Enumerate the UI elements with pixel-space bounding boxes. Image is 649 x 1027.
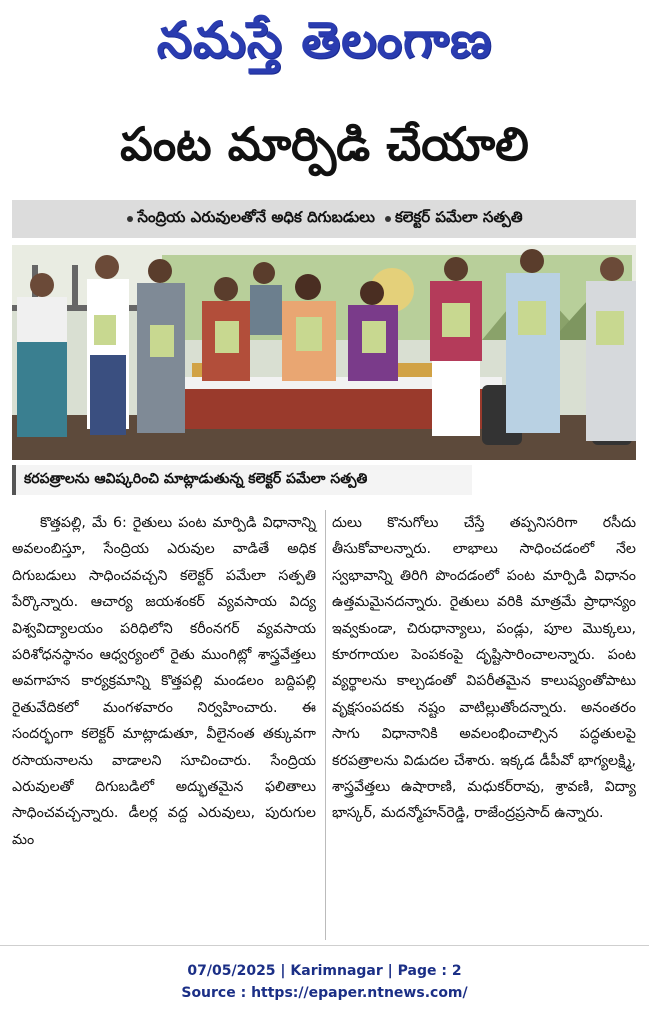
article-column-2 (332, 510, 636, 940)
subheadline-text: కలెక్టర్ పమేలా సత్పతి (394, 208, 523, 226)
footer-date-edition: 07/05/2025 | Karimnagar | Page : 2 (187, 963, 462, 979)
footer-divider (0, 945, 649, 946)
photo-illustration (12, 245, 636, 460)
bullet-icon (385, 216, 391, 222)
news-photo (12, 245, 636, 460)
footer-source-link[interactable]: Source : https://epaper.ntnews.com/ (181, 985, 468, 1001)
article-paragraph: దులు కొనుగోలు చేస్తే తప్పనిసరిగా రసీదు తీసుకోవాలన్నారు. లాభాలు సాధించడంలో నేల స్వభావాన్ని తిరిగి పొందడంలో పంట మార్పిడి విధానం ఉత్తమమైనదన్నారు. రైతులు వరికి మాత్రమే ప్రాధాన్యం ఇవ్వకుండా, చిరుధాన్యాలు, పండ్లు, పూల మొక్కలు, కూరగాయల పెంపకంపై దృష్టిసారించాలన్నారు. పంట వ్యర్థాలను కాల్చడంతో విపరీతమైన కాలుష్యంతోపాటు వృక్షసంపదకు నష్టం వాటిల్లుతోందన్నారు. అనంతరం సాగు విధానానికి అవలంభించాల్సిన పద్ధతులపై కరపత్రాలను విడుదల చేశారు. ఇక్కడ డీపీవో భాగ్యలక్ష్మి, శాస్త్రవేత్తలు ఉషారాణి, మధుకర్‌రావు, శ్రావణి, విద్యా భాస్కర్, మదన్మోహన్‌రెడ్డి, రాజేంద్రప్రసాద్ ఉన్నారు. (332, 515, 636, 822)
article-paragraph: కొత్తపల్లి, మే 6: రైతులు పంట మార్పిడి విధానాన్ని అవలంబిస్తూ, సేంద్రియ ఎరువుల వాడితే అధిక దిగుబడులు సాధించవచ్చని కలెక్టర్ పమేలా సత్పతి పేర్కొన్నారు. ఆచార్య జయశంకర్ వ్యవసాయ విద్య విశ్వవిద్యాలయం పరిధిలోని కరీంనగర్ వ్యవసాయ పరిశోధనస్థానం ఆధ్వర్యంలో రైతు ముంగిట్లో శాస్త్రవేత్తలు అవగాహన కార్యక్రమాన్ని కొత్తపల్లి మండలం బద్దిపల్లి రైతువేదికలో మంగళవారం నిర్వహించారు. ఈ సందర్భంగా కలెక్టర్ మాట్లాడుతూ, వీలైనంత తక్కువగా రసాయనాలను వాడాలని సూచించారు. సేంద్రియ ఎరువులతో దిగుబడిలో అద్భుతమైన ఫలితాలు సాధించవచ్చన్నారు. డీలర్ల వద్ద ఎరువులు, పురుగుల మం (12, 515, 316, 848)
article-column-1 (12, 510, 316, 940)
bullet-icon (127, 216, 133, 222)
newspaper-title: నమస్తే తెలంగాణ (156, 10, 493, 69)
subheadline-item (383, 208, 523, 230)
column-divider (325, 510, 326, 940)
subheadline-text: సేంద్రియ ఎరువులతోనే అధిక దిగుబడులు (137, 208, 375, 226)
subheadline-bar (12, 200, 636, 238)
masthead (0, 0, 649, 92)
article-body (12, 510, 636, 940)
photo-caption: కరపత్రాలను ఆవిష్కరించి మాట్లాడుతున్న కలెక్టర్ పమేలా సత్పతి (12, 465, 472, 495)
footer (0, 960, 649, 1004)
article-headline: పంట మార్పిడి చేయాలి (120, 117, 529, 171)
subheadline-item (125, 208, 375, 230)
